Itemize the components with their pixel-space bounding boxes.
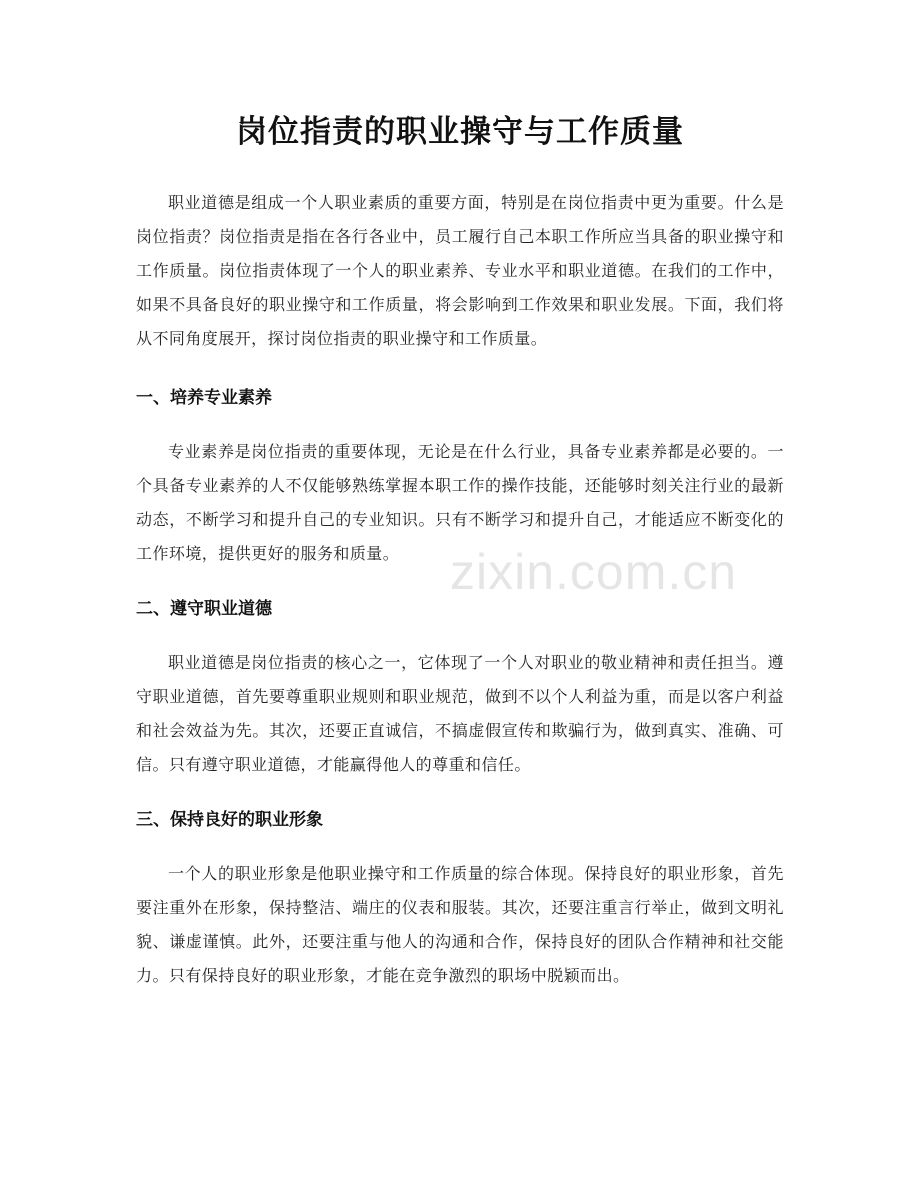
intro-paragraph: 职业道德是组成一个人职业素质的重要方面，特别是在岗位指责中更为重要。什么是岗位指责？岗位指责是指在各行各业中，员工履行自己本职工作所应当具备的职业操守和工作质量。岗位指责体现了一个人的职业素养、专业水平和职业道德。在我们的工作中，如果不具备良好的职业操守和工作质量，将会影响到工作效果和职业发展。下面，我们将从不同角度展开，探讨岗位指责的职业操守和工作质量。 [136, 193, 784, 348]
section-body-2: 职业道德是岗位指责的核心之一，它体现了一个人对职业的敬业精神和责任担当。遵守职业道德，首先要尊重职业规则和职业规范，做到不以个人利益为重，而是以客户利益和社会效益为先。其次，还要正直诚信，不搞虚假宣传和欺骗行为，做到真实、准确、可信。只有遵守职业道德，才能赢得他人的尊重和信任。 [136, 653, 784, 774]
section-heading-3: 三、保持良好的职业形象 [136, 810, 323, 830]
section-heading-1: 一、培养专业素养 [136, 388, 272, 408]
section-heading-2: 二、遵守职业道德 [136, 599, 272, 619]
section-body-1: 专业素养是岗位指责的重要体现，无论是在什么行业，具备专业素养都是必要的。一个具备专业素养的人不仅能够熟练掌握本职工作的操作技能，还能够时刻关注行业的最新动态，不断学习和提升自己的专业知识。只有不断学习和提升自己，才能适应不断变化的工作环境，提供更好的服务和质量。 [136, 442, 784, 563]
section-body-3: 一个人的职业形象是他职业操守和工作质量的综合体现。保持良好的职业形象，首先要注重外在形象，保持整洁、端庄的仪表和服装。其次，还要注重言行举止，做到文明礼貌、谦虚谨慎。此外，还要注重与他人的沟通和合作，保持良好的团队合作精神和社交能力。只有保持良好的职业形象，才能在竞争激烈的职场中脱颖而出。 [136, 864, 784, 985]
document-page [136, 0, 784, 993]
watermark: zixin.com.cn [450, 544, 738, 600]
document-title: 岗位指责的职业操守与工作质量 [236, 114, 684, 150]
